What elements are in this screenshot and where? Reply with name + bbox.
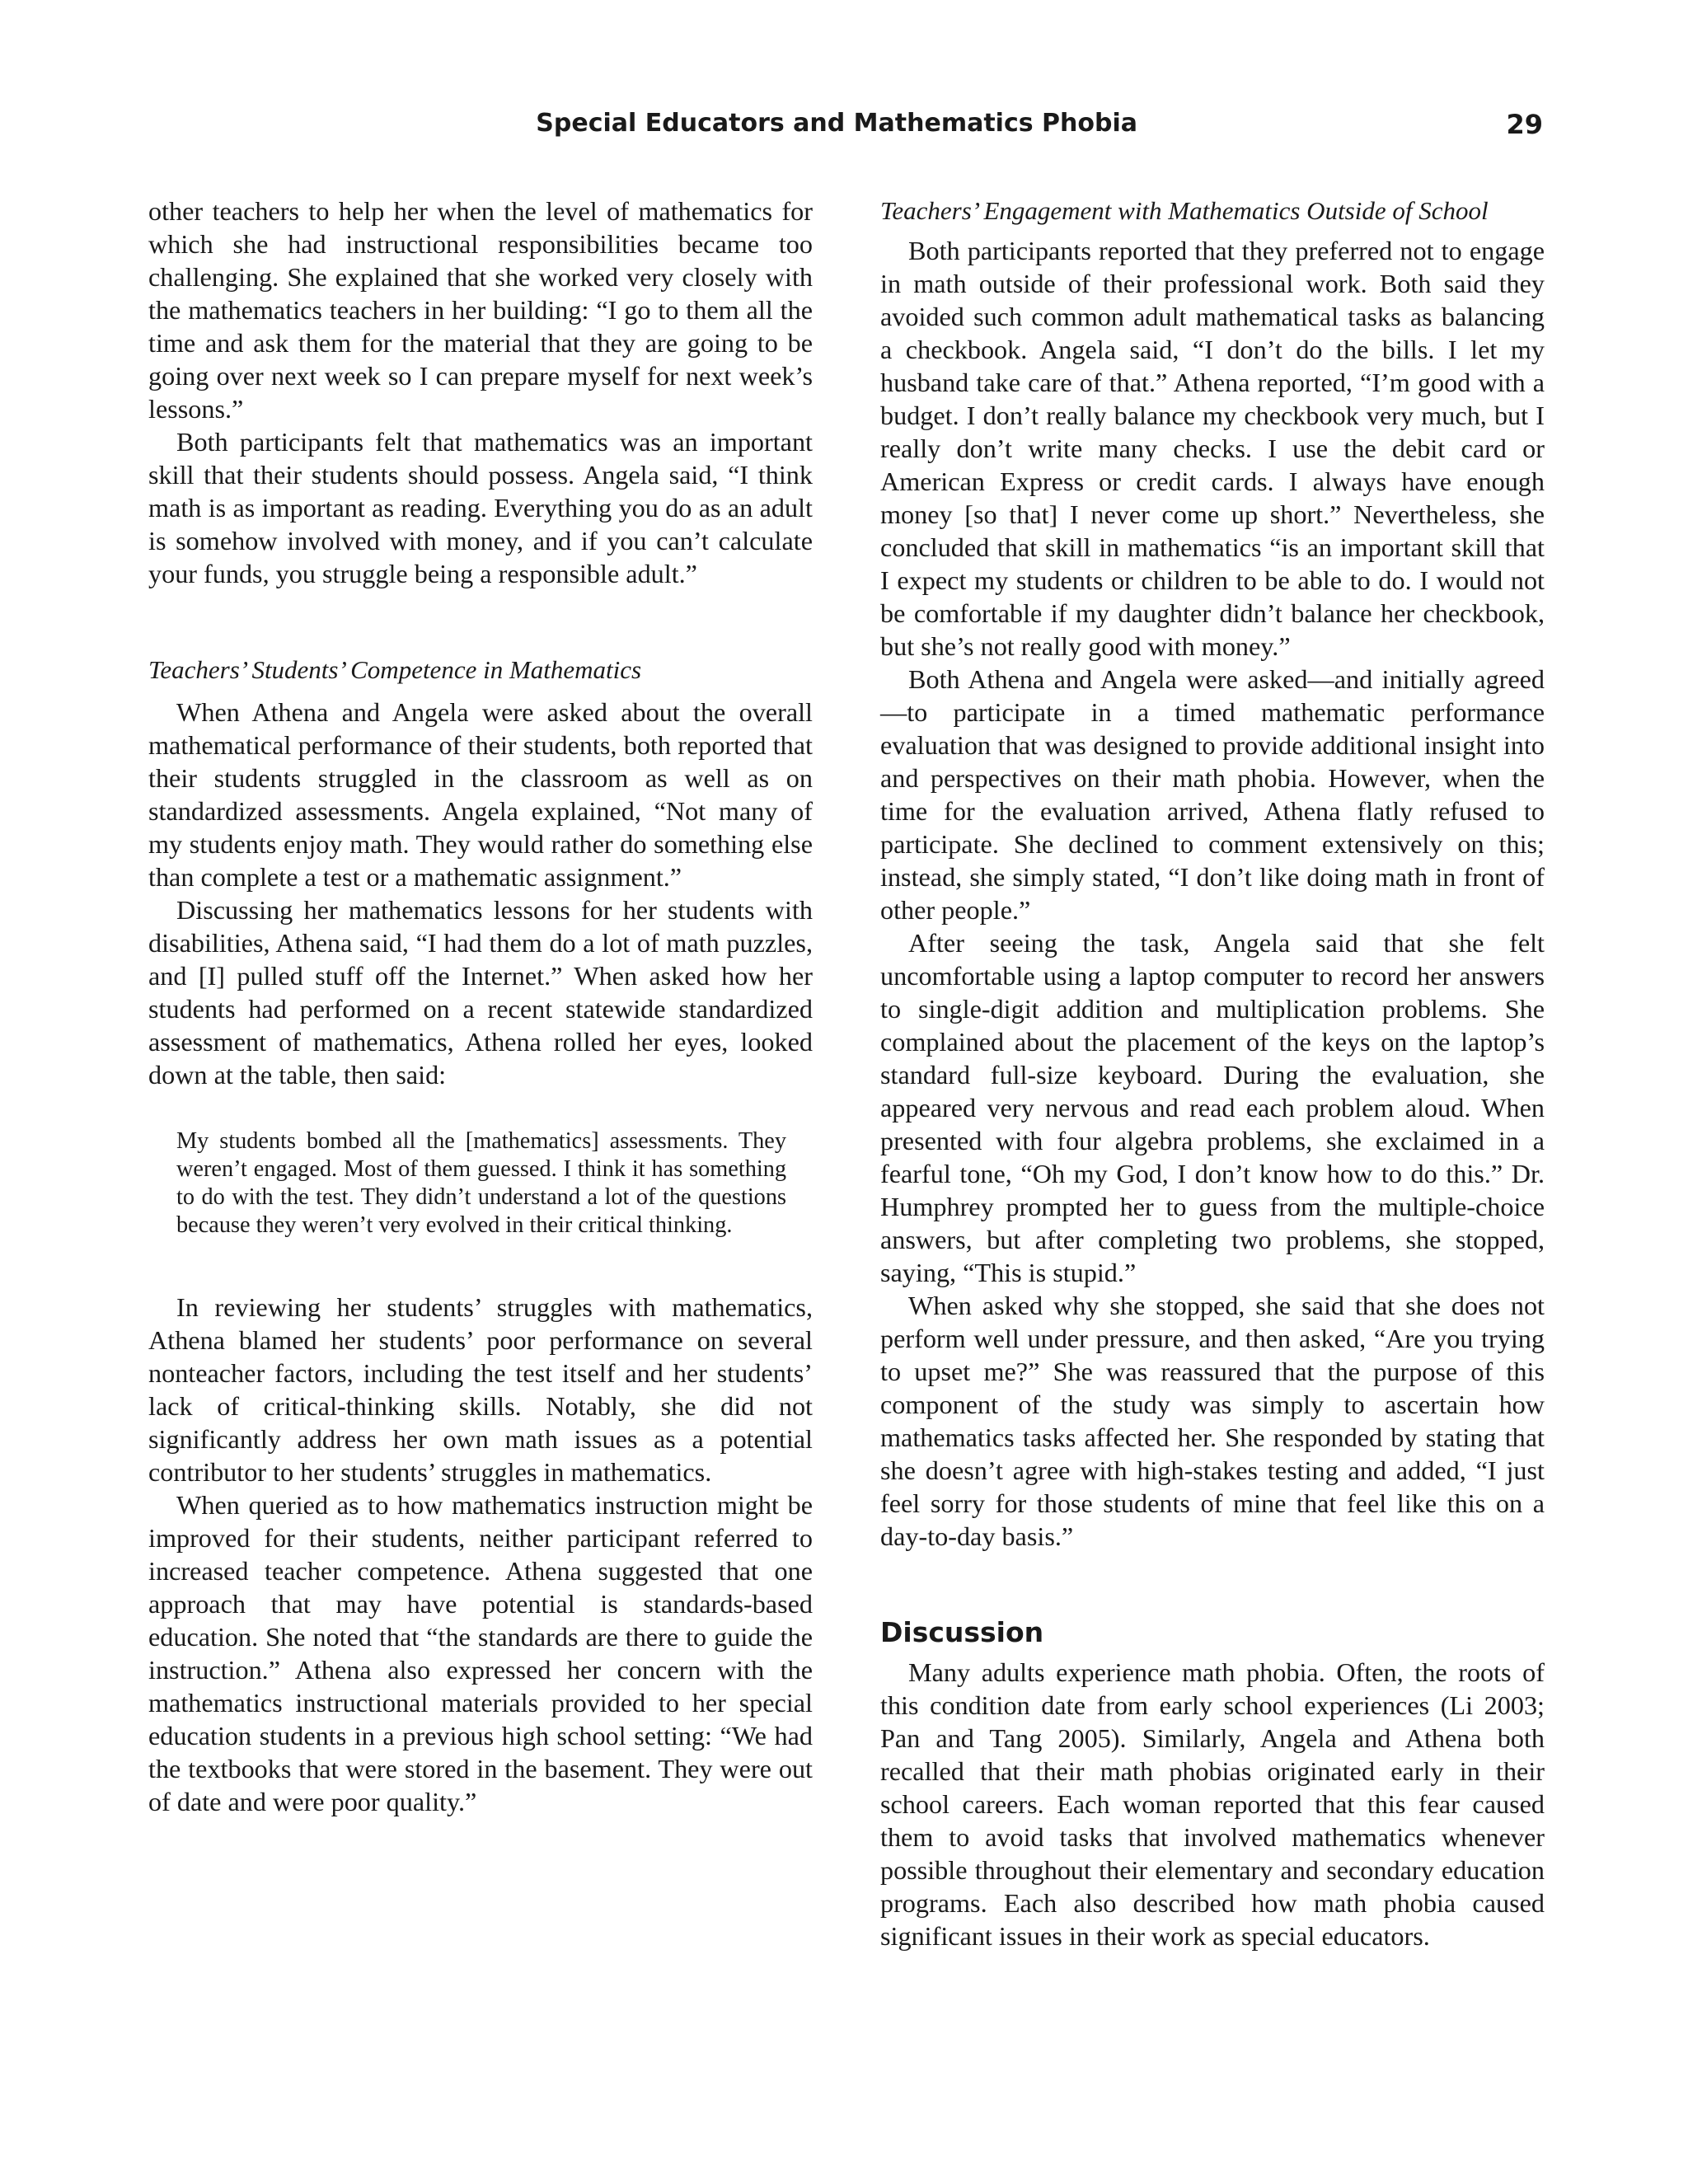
paragraph-improved: When queried as to how mathematics instruction might be improved for their students, neither participant referred to increased teacher competence. Athena suggested that one approach that may have potential is standards-based education. She noted that “the standards are there to guide the instruction.” Athena also expressed her concern with the mathematics instructional materials provided to her special education students in a previous high school setting: “We had the textbooks that were stored in the basement. They were out of date and were poor quality.” <box>148 1490 813 1816</box>
paragraph-reviewing: In reviewing her students’ struggles with mathematics, Athena blamed her students’ poor performance on several nonteacher factors, including the test itself and her students’ lack of critical-thinking skills. Notably, she did not significantly address her own math issues as a potential contributor to her students’ struggles in mathematics. <box>148 1292 813 1487</box>
paragraph-discussion: Many adults experience math phobia. Often, the roots of this condition date from early school experiences (Li 2003; Pan and Tang 2005). Similarly, Angela and Athena both recalled that their math phobias originated early in their school careers. Each woman reported that this fear caused them to avoid tasks that involved mathematics whenever possible throughout their elementary and secondary education programs. Each also described how math phobia caused significant issues in their work as special educators. <box>880 1657 1545 1951</box>
paragraph-outside: Both participants reported that they preferred not to engage in math outside of their professional work. Both said they avoided such common adult mathematical tasks as balancing a checkbook. Angela said, “I don’t do the bills. I let my husband take care of that.” Athena reported, “I’m good with a budget. I don’t really balance my checkbook very much, but I really don’t write many checks. I use the debit card or American Express or credit cards. I always have enough money [so that] I never come up short.” Nevertheless, she concluded that skill in mathematics “is an important skill that I expect my students or children to be able to do. I would not be comfortable if my daughter didn’t balance her checkbook, but she’s not really good with money.” <box>880 236 1545 661</box>
page-number: 29 <box>1506 109 1543 140</box>
left-column <box>148 194 813 1818</box>
paragraph-importance: Both participants felt that mathematics was an important skill that their students should possess. Angela said, “I think math is as important as reading. Everything you do as an adult is somehow involved with money, and if you can’t calculate your funds, you struggle being a responsible adult.” <box>148 427 813 588</box>
paragraph-timed: Both Athena and Angela were asked—and initially agreed—to participate in a timed mathematic performance evaluation that was designed to provide additional insight into and perspectives on their math phobia. However, when the time for the evaluation arrived, Athena flatly refused to participate. She declined to comment extensively on this; instead, she simply stated, “I don’t like doing math in front of other people.” <box>880 664 1545 925</box>
paragraph-stopped: When asked why she stopped, she said that she does not perform well under pressure, and then asked, “Are you trying to upset me?” She was reassured that the purpose of this component of the study was simply to ascertain how mathematics tasks affected her. She responded by stating that she doesn’t agree with high-stakes testing and added, “I just feel sorry for those students of mine that feel like this on a day-to-day basis.” <box>880 1291 1545 1551</box>
block-quote: My students bombed all the [mathematics] assessments. They weren’t engaged. Most of them guessed. I think it has something to do with the test. They didn’t understand a lot of the questions because they weren’t very evolved in their critical thinking. <box>176 1128 786 1238</box>
subhead-engagement: Teachers’ Engagement with Mathematics Outside of School <box>880 196 1489 225</box>
heading-discussion: Discussion <box>880 1616 1044 1648</box>
subhead-competence: Teachers’ Students’ Competence in Mathematics <box>148 655 642 684</box>
paragraph-continued: other teachers to help her when the level of mathematics for which she had instructional responsibilities became too challenging. She explained that she worked very closely with the mathematics teachers in her building: “I go to them all the time and ask them for the material that they are going to be going over next week so I can prepare myself for next week’s lessons.” <box>148 196 813 424</box>
paragraph-task: After seeing the task, Angela said that she felt uncomfortable using a laptop computer to record her answers to single-digit addition and multiplication problems. She complained about the placement of the keys on the laptop’s standard full-size keyboard. During the evaluation, she appeared very nervous and read each problem aloud. When presented with four algebra problems, she exclaimed in a fearful tone, “Oh my God, I don’t know how to do this.” Dr. Humphrey prompted her to guess from the multiple-choice answers, but after completing two problems, she stopped, saying, “This is stupid.” <box>880 928 1545 1287</box>
right-column <box>880 194 1545 1952</box>
paragraph-lessons: Discussing her mathematics lessons for her students with disabilities, Athena said, “I had them do a lot of math puzzles, and [I] pulled stuff off the Internet.” When asked how her students had performed on a recent statewide standardized assessment of mathematics, Athena rolled her eyes, looked down at the table, then said: <box>148 895 813 1090</box>
running-title: Special Educators and Mathematics Phobia <box>536 109 1137 138</box>
paragraph-performance: When Athena and Angela were asked about the overall mathematical performance of their students, both reported that their students struggled in the classroom as well as on standardized assessments. Angela explained, “Not many of my students enjoy math. They would rather do something else than complete a test or a mathematic assignment.” <box>148 697 813 892</box>
